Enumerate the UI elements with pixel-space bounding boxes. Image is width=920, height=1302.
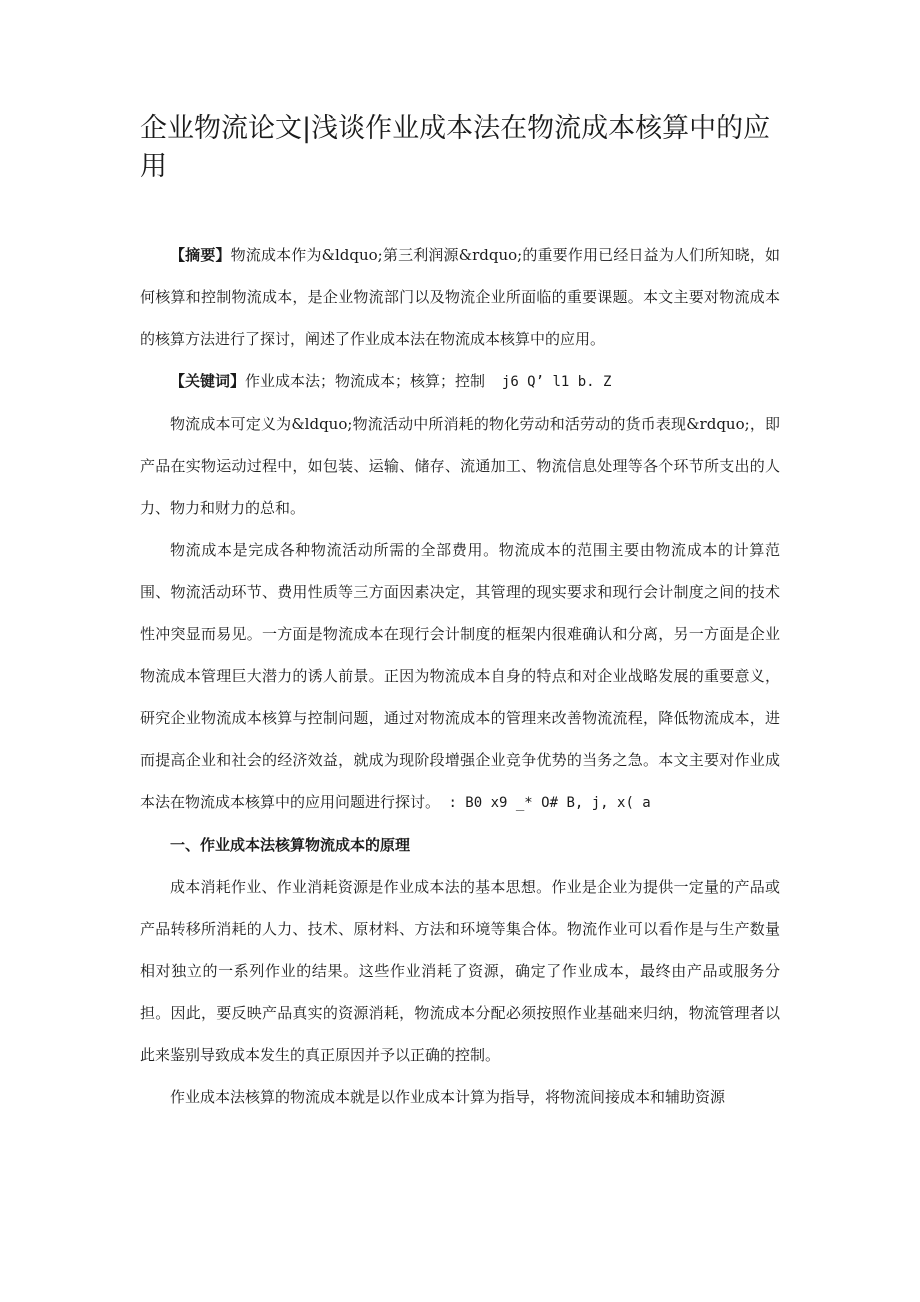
body-paragraph-2-watermark-text: : B0 x9 _* O# B, j, x( a (440, 795, 651, 811)
body-paragraph-4: 作业成本法核算的物流成本就是以作业成本计算为指导，将物流间接成本和辅助资源 (170, 1088, 726, 1106)
keywords-paragraph (140, 360, 780, 403)
keywords-text: 作业成本法；物流成本；核算；控制 (245, 372, 486, 390)
abstract-text: 物流成本作为&ldquo;第三利润源&rdquo;的重要作用已经日益为人们所知晓，如何核算和控制物流成本，是企业物流部门以及物流企业所面临的重要课题。本文主要对物流成本的核算方法进行了探讨，阐述了作业成本法在物流成本核算中的应用。 (140, 246, 780, 348)
document-title: 企业物流论文|浅谈作业成本法在物流成本核算中的应用 (140, 113, 771, 182)
body-paragraph-1: 物流成本可定义为&ldquo;物流活动中所消耗的物化劳动和活劳动的货币表现&rdquo;，即产品在实物运动过程中，如包装、运输、储存、流通加工、物流信息处理等各个环节所支出的人力、物力和财力的总和。 (140, 415, 780, 517)
document-page (140, 110, 780, 1118)
body-paragraph-3: 成本消耗作业、作业消耗资源是作业成本法的基本思想。作业是企业为提供一定量的产品或产品转移所消耗的人力、技术、原材料、方法和环境等集合体。物流作业可以看作是与生产数量相对独立的一系列作业的结果。这些作业消耗了资源，确定了作业成本，最终由产品或服务分担。因此，要反映产品真实的资源消耗，物流成本分配必须按照作业基础来归纳，物流管理者以此来鉴别导致成本发生的真正原因并予以正确的控制。 (140, 878, 780, 1064)
section-1-heading: 一、作业成本法核算物流成本的原理 (170, 836, 411, 854)
keywords-watermark-text: j6 Q’ l1 b. Z (485, 374, 612, 390)
abstract-label: 【摘要】 (170, 246, 231, 264)
body-paragraph-2 (140, 529, 780, 824)
body-paragraph-2-text: 物流成本是完成各种物流活动所需的全部费用。物流成本的范围主要由物流成本的计算范围、物流活动环节、费用性质等三方面因素决定，其管理的现实要求和现行会计制度之间的技术性冲突显而易见。一方面是物流成本在现行会计制度的框架内很难确认和分离，另一方面是企业物流成本管理巨大潜力的诱人前景。正因为物流成本自身的特点和对企业战略发展的重要意义，研究企业物流成本核算与控制问题，通过对物流成本的管理来改善物流流程，降低物流成本，进而提高企业和社会的经济效益，就成为现阶段增强企业竞争优势的当务之急。本文主要对作业成本法在物流成本核算中的应用问题进行探讨。 (140, 541, 780, 811)
abstract-paragraph (140, 234, 780, 360)
keywords-label: 【关键词】 (170, 372, 246, 390)
